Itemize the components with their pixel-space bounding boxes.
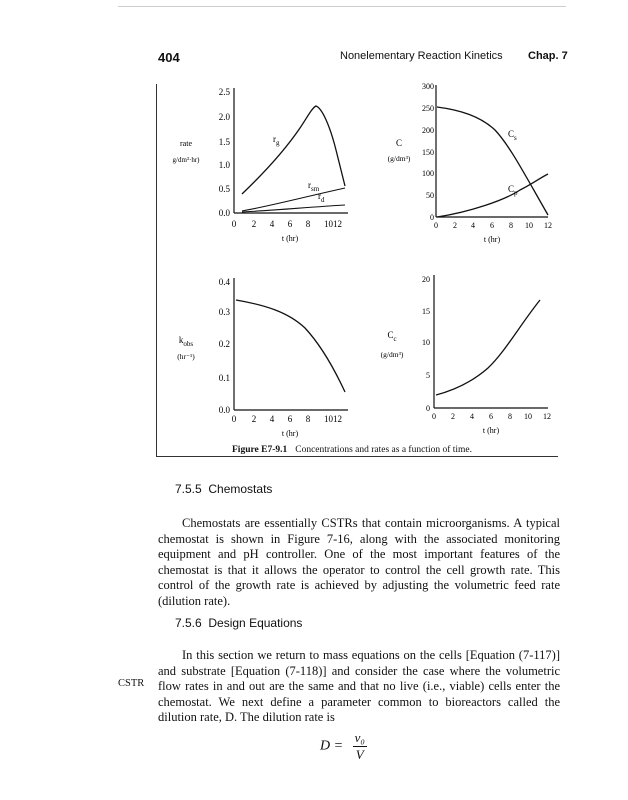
y-axis-label-2: (g/dm³): [380, 350, 404, 359]
equation-numerator: v₀: [354, 730, 365, 745]
paragraph-text: In this section we return to mass equations on the cells [Equation (7-117)] and substrate [Equation (7-118)] and consider the case where the volumetric flow rates in and out are the same and that no live (i.e., viable) cells enter the chemostat. We next define a parameter common to bioreactors called the dilution rate, D. The dilution rate is: [158, 648, 560, 724]
figure-caption: [232, 445, 472, 455]
y-axis-label-1: $C_c$: [387, 330, 397, 343]
section-number: 7.5.6: [175, 616, 202, 630]
ytick: 10: [422, 338, 430, 347]
xtick: 8: [509, 221, 513, 230]
label-rg: $r_g$: [273, 134, 280, 147]
xtick: 1012: [324, 414, 342, 424]
paragraph-design-equations: [158, 648, 560, 726]
ytick: 150: [422, 148, 434, 157]
y-axis-label-2: (hr⁻¹): [177, 352, 195, 361]
ytick: 250: [422, 104, 434, 113]
ytick: 0: [426, 404, 430, 413]
section-heading-chemostats: [175, 482, 272, 496]
page-number: 404: [158, 50, 180, 65]
curve-cc: [436, 300, 540, 395]
equation-lhs: D =: [320, 738, 344, 754]
panel-rates: [173, 87, 348, 243]
curve-rsm: [242, 188, 345, 211]
caption-text: Concentrations and rates as a function of time.: [295, 445, 473, 455]
x-axis-label: t (hr): [482, 426, 500, 435]
y-axis-label-1: C: [395, 138, 403, 148]
panel-concentrations: [388, 82, 552, 244]
ytick: 2.0: [218, 112, 230, 122]
ytick: 20: [422, 275, 430, 284]
equation-fraction: [353, 730, 367, 763]
x-axis-label: t (hr): [483, 235, 501, 244]
caption-label: Figure E7-9.1: [232, 445, 288, 455]
xtick: 6: [489, 412, 493, 421]
y-axis-label-1: rate: [180, 139, 192, 148]
xtick: 4: [269, 414, 275, 424]
ytick: 0: [430, 213, 434, 222]
ytick: 50: [426, 191, 434, 200]
xtick: 0: [231, 414, 237, 424]
label-rsm: $r_{sm}$: [308, 180, 320, 193]
ytick: 0.3: [218, 307, 230, 317]
curve-rg: [242, 106, 345, 194]
x-axis-label: t (hr): [281, 234, 299, 243]
y-axis-label-2: g/dm³·hr): [172, 156, 200, 164]
xtick: 12: [543, 412, 551, 421]
x-axis-label: t (hr): [281, 429, 299, 438]
ytick: 0.5: [218, 184, 230, 194]
y-axis-label-2: (g/dm³): [387, 154, 411, 163]
ytick: 1.0: [218, 160, 230, 170]
section-heading-design-equations: [175, 616, 302, 630]
xtick: 2: [453, 221, 457, 230]
ytick: 2.5: [218, 87, 230, 97]
xtick: 10: [525, 221, 533, 230]
section-number: 7.5.5: [175, 482, 202, 496]
xtick: 2: [251, 414, 257, 424]
xtick: 2: [451, 412, 455, 421]
xtick: 6: [287, 414, 293, 424]
xtick: 8: [508, 412, 512, 421]
ytick: 200: [422, 126, 434, 135]
section-title: Design Equations: [208, 616, 303, 630]
label-rd: $r_d$: [318, 191, 325, 204]
equation-dilution-rate: [320, 730, 367, 763]
curve-cs: [437, 107, 548, 215]
xtick: 0: [231, 219, 237, 229]
running-head: Nonelementary Reaction Kinetics: [340, 50, 503, 62]
ytick: 15: [422, 307, 430, 316]
section-title: Chemostats: [208, 482, 273, 496]
xtick: 4: [471, 221, 475, 230]
ytick: 0.4: [218, 277, 230, 287]
xtick: 1012: [324, 219, 342, 229]
ytick: 0.0: [218, 208, 230, 218]
ytick: 100: [422, 169, 434, 178]
xtick: 0: [434, 221, 438, 230]
figure-bottom-rule: [156, 456, 558, 457]
xtick: 12: [544, 221, 552, 230]
y-axis-label-1: $k_{obs}$: [178, 335, 194, 348]
xtick: 6: [287, 219, 293, 229]
ytick: 0.1: [218, 373, 230, 383]
xtick: 4: [470, 412, 474, 421]
ytick: 300: [422, 82, 434, 91]
chapter-label: Chap. 7: [528, 50, 568, 62]
margin-note-cstr: CSTR: [118, 678, 145, 689]
xtick: 2: [251, 219, 257, 229]
ytick: 5: [426, 371, 430, 380]
ytick: 0.2: [218, 339, 230, 349]
label-cs: $C_s$: [508, 129, 517, 142]
curve-kobs: [236, 300, 345, 392]
xtick: 4: [269, 219, 275, 229]
panel-cells: [381, 275, 551, 435]
panel-kobs: [177, 277, 348, 438]
xtick: 8: [305, 219, 311, 229]
xtick: 0: [432, 412, 436, 421]
xtick: 8: [305, 414, 311, 424]
ytick: 1.5: [218, 137, 230, 147]
xtick: 6: [490, 221, 494, 230]
curve-cp: [437, 174, 548, 217]
ytick: 0.0: [218, 405, 230, 415]
equation-denominator: V: [355, 747, 364, 762]
label-cp: $C_p$: [508, 184, 518, 197]
paragraph-text: Chemostats are essentially CSTRs that contain microorganisms. A typical chemostat is shown in Figure 7-16, along with the associated monitoring equipment and pH controller. One of the most important features of the chemostat is that it allows the operator to control the cell growth rate. This control of the growth rate is achieved by adjusting the volumetric feed rate (dilution rate).: [158, 516, 560, 608]
xtick: 10: [524, 412, 532, 421]
paragraph-chemostats: [158, 516, 560, 609]
